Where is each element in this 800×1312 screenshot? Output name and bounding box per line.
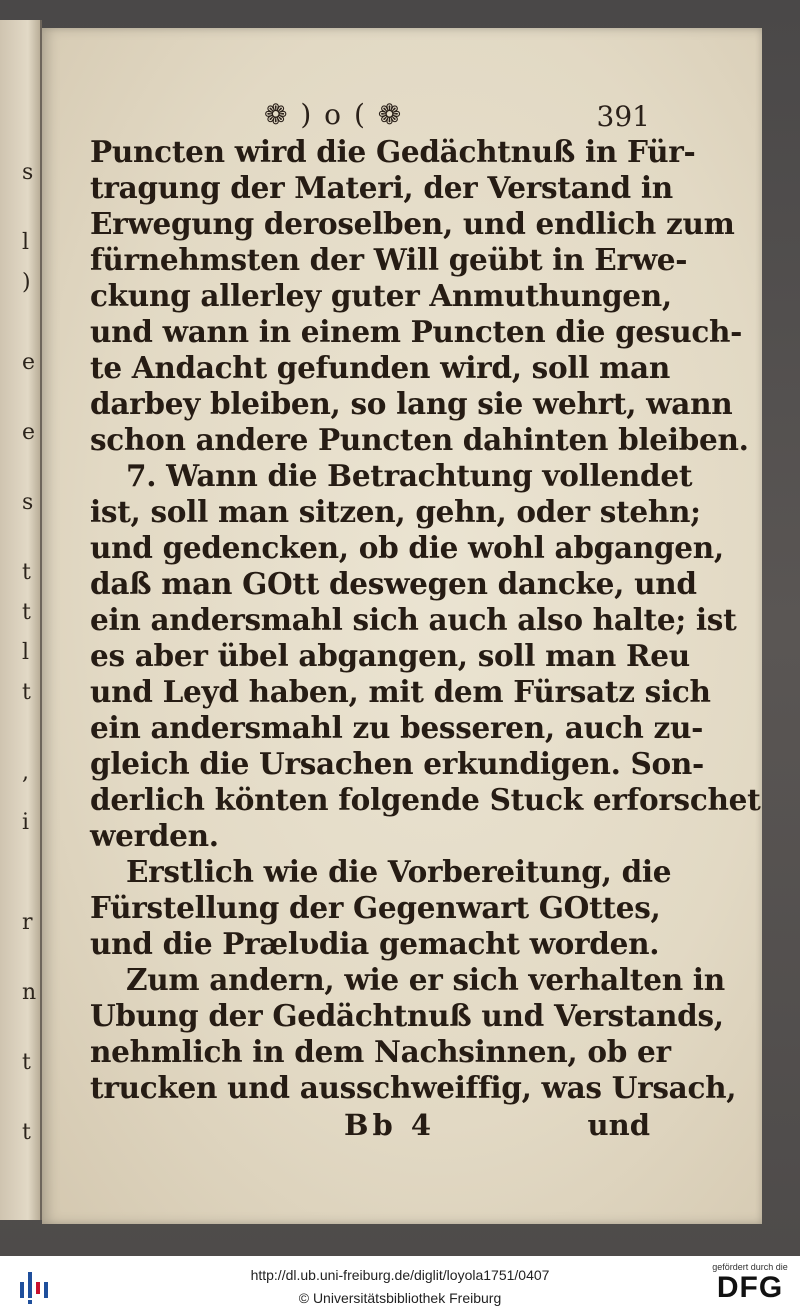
text-line: Fürstellung der Gegenwart GOttes, (90, 890, 661, 925)
page-number: 391 (596, 100, 650, 133)
catchword: und (587, 1108, 650, 1142)
text-line: Ubung der Gedächtnuß und Verstands, (90, 998, 724, 1033)
page-footer (90, 1108, 650, 1148)
text-line: und wann in einem Puncten die gesuch- (90, 314, 743, 349)
copyright-text: © Universitätsbibliothek Freiburg (298, 1290, 502, 1306)
text-line: und Leyd haben, mit dem Fürsatz sich (90, 674, 711, 709)
facing-page-edge: s l ) e e s t t l t , i r n t t (0, 20, 42, 1220)
text-line: daß man GOtt deswegen dancke, und (90, 566, 697, 601)
text-line: ein andersmahl zu besseren, auch zu- (90, 710, 704, 745)
text-line: und gedencken, ob die wohl abgangen, (90, 530, 724, 565)
text-line: ckung allerley guter Anmuthungen, (90, 278, 672, 313)
permalink-url[interactable]: http://dl.ub.uni-freiburg.de/diglit/loyola1751/0407 (250, 1267, 550, 1283)
text-line: Puncten wird die Gedächtnuß in Für- (90, 134, 696, 169)
text-line: tragung der Materi, der Verstand in (90, 170, 673, 205)
text-line: ein andersmahl sich auch also halte; ist (90, 602, 737, 637)
text-line: 7. Wann die Betrachtung vollendet (126, 458, 693, 493)
text-line: Zum andern, wie er sich verhalten in (126, 962, 725, 997)
text-line: te Andacht gefunden wird, soll man (90, 350, 671, 385)
dfg-logo[interactable] (708, 1262, 792, 1304)
text-line: derlich könten folgende Stuck erforschet (90, 782, 761, 817)
text-line: es aber übel abgangen, soll man Reu (90, 638, 690, 673)
header-ornament: ❁ ) o ( ❁ (264, 98, 404, 131)
text-line: fürnehmsten der Will geübt in Erwe- (90, 242, 688, 277)
dfg-wordmark: DFG (716, 1271, 784, 1304)
text-line: werden. (90, 818, 219, 853)
text-line: darbey bleiben, so lang sie wehrt, wann (90, 386, 733, 421)
text-line: gleich die Ursachen erkundigen. Son- (90, 746, 704, 781)
text-line: trucken und ausschweiffig, was Ursach, (90, 1070, 737, 1105)
text-line: Erwegung deroselben, und endlich zum (90, 206, 735, 241)
book-page (42, 28, 762, 1224)
dfg-funding-label: gefördert durch die (712, 1262, 788, 1272)
text-line: nehmlich in dem Nachsinnen, ob er (90, 1034, 671, 1069)
page-text (90, 134, 761, 1106)
signature-mark: Bb 4 (344, 1108, 436, 1142)
text-line: Erstlich wie die Vorbereitung, die (126, 854, 672, 889)
text-line: und die Prælυdia gemacht worden. (90, 926, 660, 961)
text-line: ist, soll man sitzen, gehn, oder stehn; (90, 494, 701, 529)
text-line: schon andere Puncten dahinten bleiben. (90, 422, 749, 457)
viewer-footer (0, 1256, 800, 1312)
